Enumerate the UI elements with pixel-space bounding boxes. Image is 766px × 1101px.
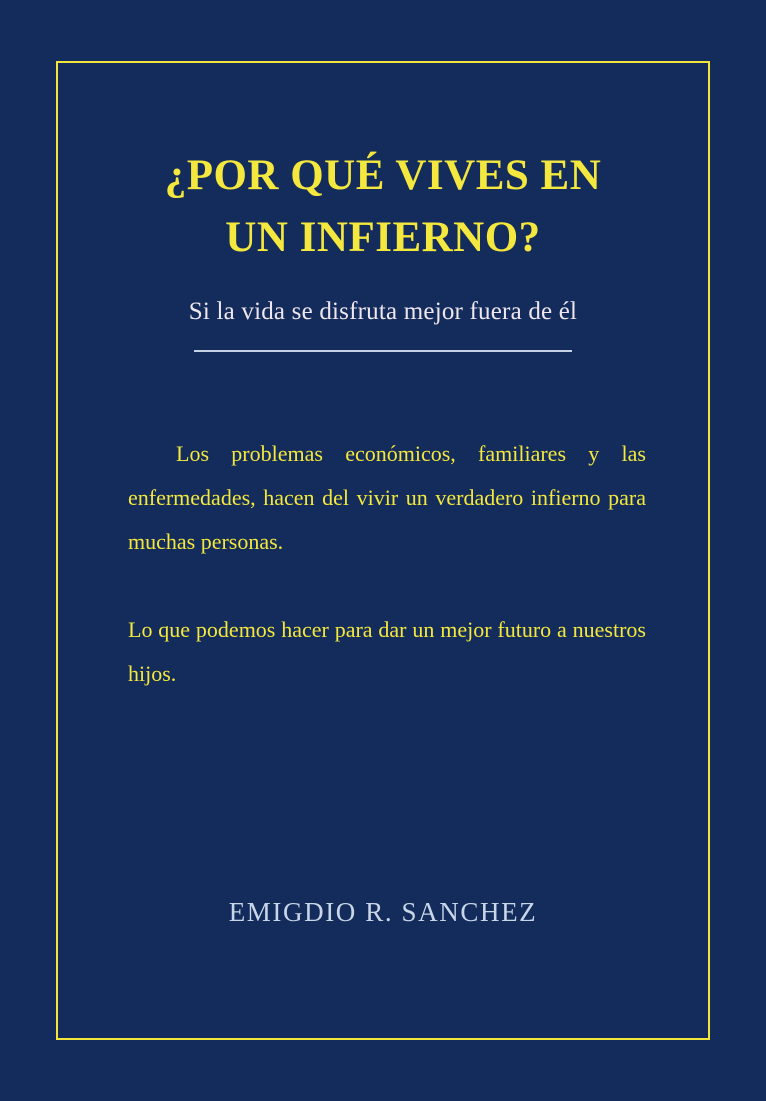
spacer bbox=[96, 696, 670, 897]
subtitle: Si la vida se disfruta mejor fuera de él bbox=[188, 297, 578, 325]
cover-content bbox=[96, 61, 670, 1040]
blurb-text bbox=[96, 432, 670, 696]
blurb-paragraph-2: Lo que podemos hacer para dar un mejor futuro a nuestros hijos. bbox=[128, 616, 646, 686]
blurb-paragraph-1: Los problemas económicos, familiares y las enfermedades, hacen del vivir un verdadero infierno para muchas personas. bbox=[128, 440, 646, 554]
author-name: EMIGDIO R. SANCHEZ bbox=[228, 897, 538, 927]
divider bbox=[194, 350, 573, 352]
page-title-line-2: UN INFIERNO? bbox=[225, 214, 541, 262]
page-title-line-1: ¿POR QUÉ VIVES EN bbox=[164, 152, 602, 199]
title-block bbox=[96, 145, 670, 352]
